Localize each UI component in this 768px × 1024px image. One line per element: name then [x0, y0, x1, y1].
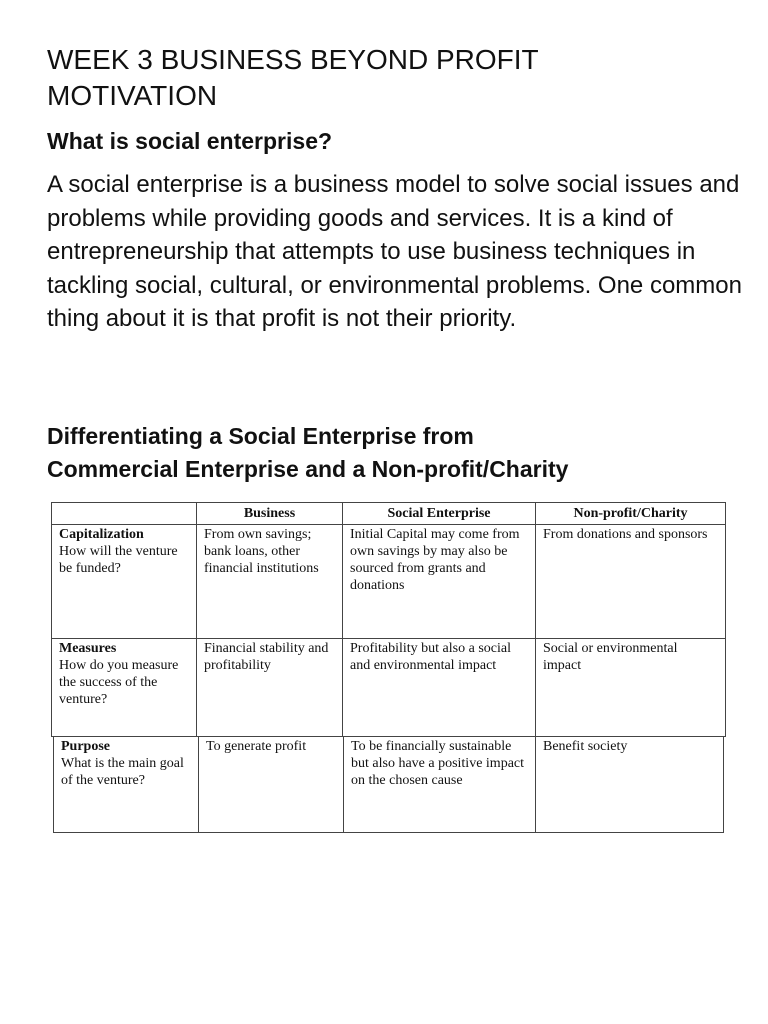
row-label-cell	[52, 525, 197, 639]
comparison-heading-line-1: Differentiating a Social Enterprise from	[47, 423, 474, 449]
nonprofit-cell: From donations and sponsors	[536, 525, 726, 639]
social-enterprise-cell: Profitability but also a social and environmental impact	[343, 639, 536, 737]
table-header-row	[52, 503, 726, 525]
business-cell: Financial stability and profitability	[197, 639, 343, 737]
comparison-table	[51, 502, 726, 737]
table-row	[54, 737, 724, 833]
row-question: What is the main goal of the venture?	[61, 756, 184, 788]
table-row	[52, 639, 726, 737]
row-question: How will the venture be funded?	[59, 544, 178, 576]
header-cell-empty	[52, 503, 197, 525]
week-title	[47, 42, 737, 114]
row-title: Capitalization	[59, 527, 144, 542]
header-cell-nonprofit: Non-profit/Charity	[536, 503, 726, 525]
row-title: Purpose	[61, 739, 110, 754]
row-question: How do you measure the success of the venture?	[59, 658, 179, 707]
row-label-cell	[54, 737, 199, 833]
comparison-table-continued	[53, 736, 724, 833]
header-cell-business: Business	[197, 503, 343, 525]
nonprofit-cell: Social or environmental impact	[536, 639, 726, 737]
section-heading: What is social enterprise?	[47, 128, 333, 154]
comparison-heading	[47, 420, 747, 486]
row-label-cell	[52, 639, 197, 737]
nonprofit-cell: Benefit society	[536, 737, 724, 833]
comparison-heading-line-2: Commercial Enterprise and a Non-profit/Charity	[47, 456, 569, 482]
week-title-line-2: MOTIVATION	[47, 80, 218, 111]
header-cell-social-enterprise: Social Enterprise	[343, 503, 536, 525]
social-enterprise-cell: To be financially sustainable but also have a positive impact on the chosen cause	[344, 737, 536, 833]
week-title-line-1: WEEK 3 BUSINESS BEYOND PROFIT	[47, 44, 539, 75]
social-enterprise-cell: Initial Capital may come from own savings by may also be sourced from grants and donations	[343, 525, 536, 639]
row-title: Measures	[59, 641, 117, 656]
table-row	[52, 525, 726, 639]
business-cell: From own savings; bank loans, other financial institutions	[197, 525, 343, 639]
intro-paragraph: A social enterprise is a business model to solve social issues and problems while providing goods and services. It is a kind of entrepreneurship that attempts to use business techniques in tackling social, cultural, or environmental problems. One common thing about it is that profit is not their priority.	[47, 171, 742, 333]
business-cell: To generate profit	[199, 737, 344, 833]
